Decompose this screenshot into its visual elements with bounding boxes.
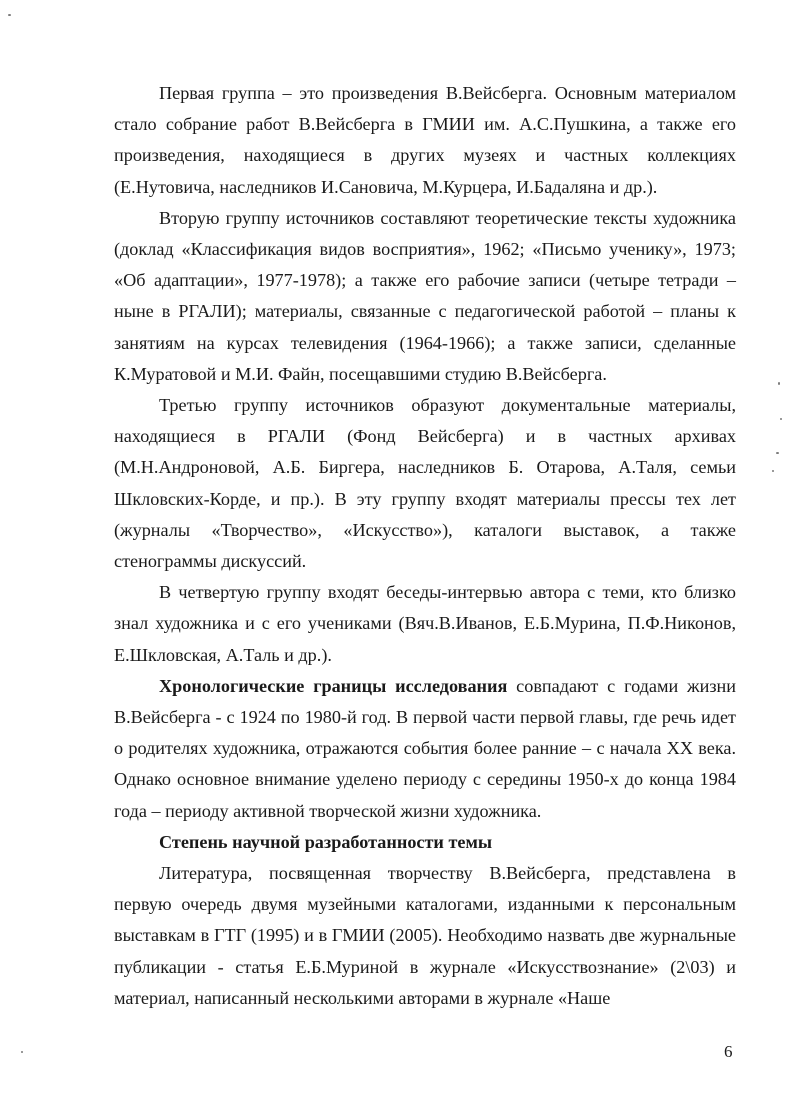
paragraph-first-group: Первая группа – это произведения В.Вейсберга. Основным материалом стало собрание работ В.Вейсберга в ГМИИ им. А.С.Пушкина, а также его произведения, находящиеся в других музеях и частных коллекциях (Е.Нутовича, наследников И.Сановича, М.Курцера, И.Бадаляна и др.). [114, 83, 736, 197]
section-heading: Степень научной разработанности темы [159, 831, 493, 852]
paragraph-chronology [114, 671, 736, 827]
paragraph-second-group: Вторую группу источников составляют теоретические тексты художника (доклад «Классификация видов восприятия», 1962; «Письмо ученику», 1973; «Об адаптации», 1977-1978); а также его рабочие записи (четыре тетради – ныне в РГАЛИ); материалы, связанные с педагогической работой – планы к занятиям на курсах телевидения (1964-1966); а также записи, сделанные К.Муратовой и М.И. Файн, посещавшими студию В.Вейсберга. [114, 207, 736, 384]
chronology-lead: Хронологические границы исследования [159, 675, 508, 696]
page-number: 6 [724, 1042, 733, 1061]
paragraph-third-group: Третью группу источников образуют документальные материалы, находящиеся в РГАЛИ (Фонд Вейсберга) и в частных архивах (М.Н.Андроновой, А.Б. Биргера, наследников Б. Отарова, А.Таля, семьи Шкловских-Корде, и пр.). В эту группу входят материалы прессы тех лет (журналы «Творчество», «Искусство»), каталоги выставок, а также стенограммы дискуссий. [114, 395, 736, 572]
scan-speck [21, 1051, 23, 1053]
scan-speck [776, 452, 779, 454]
chronology-text: совпадают с годами жизни В.Вейсберга - с 1924 по 1980-й год. В первой части первой главы, где речь идет о родителях художника, отражаются события более ранние – с начала XX века. Однако основное внимание уделено периоду с середины 1950-х до конца 1984 года – периоду активной творческой жизни художника. [114, 675, 736, 821]
scan-speck [772, 470, 774, 472]
paragraph-fourth-group: В четвертую группу входят беседы-интервью автора с теми, кто близко знал художника и с его учениками (Вяч.В.Иванов, Е.Б.Мурина, П.Ф.Никонов, Е.Шкловская, А.Таль и др.). [114, 582, 736, 665]
body-text [114, 78, 736, 1014]
scan-speck [778, 382, 780, 385]
scan-speck [8, 14, 11, 16]
paragraph-literature: Литература, посвященная творчеству В.Вейсберга, представлена в первую очередь двумя музейными каталогами, изданными к персональным выставкам в ГТГ (1995) и в ГМИИ (2005). Необходимо назвать две журнальные публикации - статья Е.Б.Муриной в журнале «Искусствознание» (2\03) и материал, написанный несколькими авторами в журнале «Наше [114, 863, 736, 1008]
scan-speck [780, 418, 782, 420]
